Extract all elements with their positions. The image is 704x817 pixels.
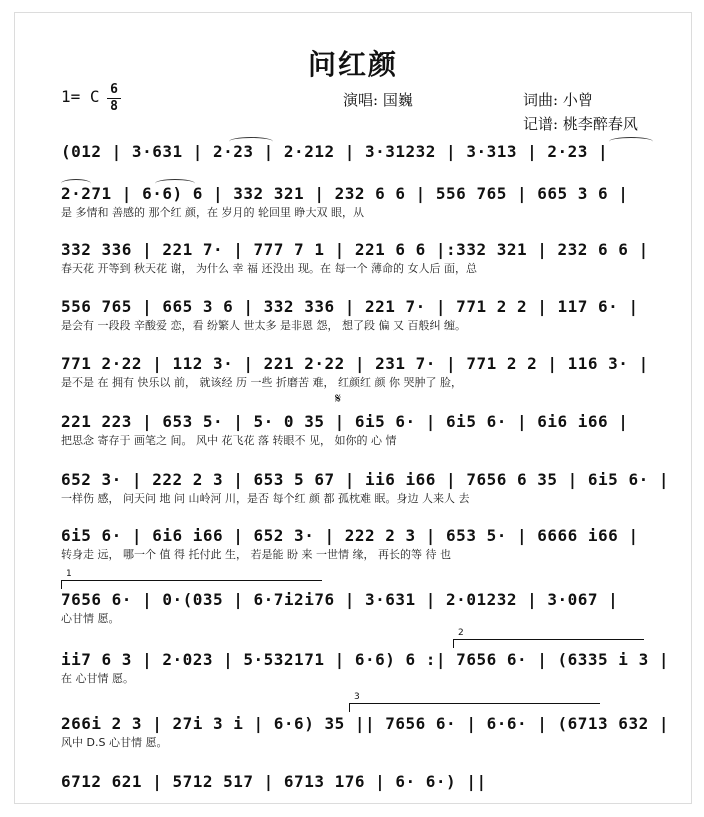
time-signature <box>107 83 121 114</box>
lyric-line: 转身走 远， 哪一个 值 得 托付此 生， 若是能 盼 来 一世情 缘， 再长的等 待 也 <box>61 548 451 561</box>
notator-credit: 记谱: 桃李醉春风 <box>523 115 638 133</box>
notation-line: 6712 621 | 5712 517 | 6713 176 | 6· 6·) || <box>61 772 487 791</box>
score-row-4 <box>61 296 677 334</box>
composer-credit: 词曲: 小曾 <box>523 91 593 109</box>
score-row-2 <box>61 183 677 221</box>
lyric-line: 在 心甘情 愿。 <box>61 672 134 685</box>
score-row-11 <box>61 713 677 751</box>
segno-sign: 𝄋 <box>335 391 342 407</box>
notation-line: 556 765 | 665 3 6 | 332 336 | 221 7· | 771 2 2 | 117 6· | <box>61 297 639 316</box>
score-row-7 <box>61 469 677 507</box>
lyric-line: 是会有 一段段 辛酸爱 恋，看 纷繁人 世太多 是非恩 怨， 想了段 偏 又 百般纠 缠。 <box>61 319 466 332</box>
lyric-line: 是不是 在 拥有 快乐以 前， 就该经 历 一些 折磨苦 难， 红颜红 颜 你 哭肿了 脸， <box>61 376 462 389</box>
time-denominator: 8 <box>110 99 118 114</box>
notation-line: 652 3· | 222 2 3 | 653 5 67 | ii6 i66 | 7656 6 35 | 6i5 6· | <box>61 470 669 489</box>
score-row-1 <box>61 141 677 179</box>
lyric-line: 把思念 寄存于 画笔之 间。 风中 花飞花 落 转眼不 见， 如你的 心 情 <box>61 434 397 447</box>
score-row-9 <box>61 589 677 627</box>
lyric-line: 心甘情 愿。 <box>61 612 120 625</box>
lyric-line: 风中 D.S 心甘情 愿。 <box>61 736 168 749</box>
notation-line: 221 223 | 653 5· | 5· 0 35 | 6i5 6· | 6i5 6· | 6i6 i66 | <box>61 412 629 431</box>
notation-line: 332 336 | 221 7· | 777 7 1 | 221 6 6 |:332 321 | 232 6 6 | <box>61 240 649 259</box>
notation-line: 7656 6· | 0·(035 | 6·7i2i76 | 3·631 | 2·01232 | 3·067 | <box>61 590 619 609</box>
singer-credit: 演唱: 国巍 <box>343 91 413 109</box>
lyric-line <box>61 163 677 179</box>
volta-label: 3 <box>354 692 360 702</box>
notation-line: 771 2·22 | 112 3· | 221 2·22 | 231 7· | 771 2 2 | 116 3· | <box>61 354 649 373</box>
score-row-5 <box>61 353 677 391</box>
song-title: 问红颜 <box>307 48 398 81</box>
volta-label: 2 <box>458 628 464 638</box>
time-numerator: 6 <box>110 82 118 97</box>
score-row-12 <box>61 771 677 793</box>
volta-label: 1 <box>66 569 72 579</box>
score-row-6 <box>61 411 677 449</box>
score-row-8 <box>61 525 677 563</box>
notation-line: ii7 6 3 | 2·023 | 5·532171 | 6·6) 6 :| 7656 6· | (6335 i 3 | <box>61 650 669 669</box>
notation-line: 6i5 6· | 6i6 i66 | 652 3· | 222 2 3 | 653 5· | 6666 i66 | <box>61 526 639 545</box>
lyric-line: 一样伤 感， 问天问 地 问 山岭河 川，是否 每个红 颜 都 孤枕难 眠。身边 人来人 去 <box>61 492 470 505</box>
notation-line: 266i 2 3 | 27i 3 i | 6·6) 35 || 7656 6· | 6·6· | (6713 632 | <box>61 714 669 733</box>
score-row-10 <box>61 649 677 687</box>
notation-line: (012 | 3·631 | 2·23 | 2·212 | 3·31232 | 3·313 | 2·23 | <box>61 142 609 161</box>
sheet-page <box>14 12 692 804</box>
score-row-3 <box>61 239 677 277</box>
notation-line: 2·271 | 6·6) 6 | 332 321 | 232 6 6 | 556 765 | 665 3 6 | <box>61 184 629 203</box>
volta-bracket <box>61 569 322 589</box>
volta-bracket <box>453 628 644 648</box>
volta-bracket <box>349 692 600 712</box>
lyric-line: 是 多情和 善感的 那个红 颜，在 岁月的 轮回里 睁大双 眼，从 <box>61 206 364 219</box>
lyric-line: 春天花 开等到 秋天花 谢， 为什么 幸 福 还没出 现。在 每一个 薄命的 女人后 面，总 <box>61 262 477 275</box>
key-signature: 1= C <box>61 87 100 106</box>
